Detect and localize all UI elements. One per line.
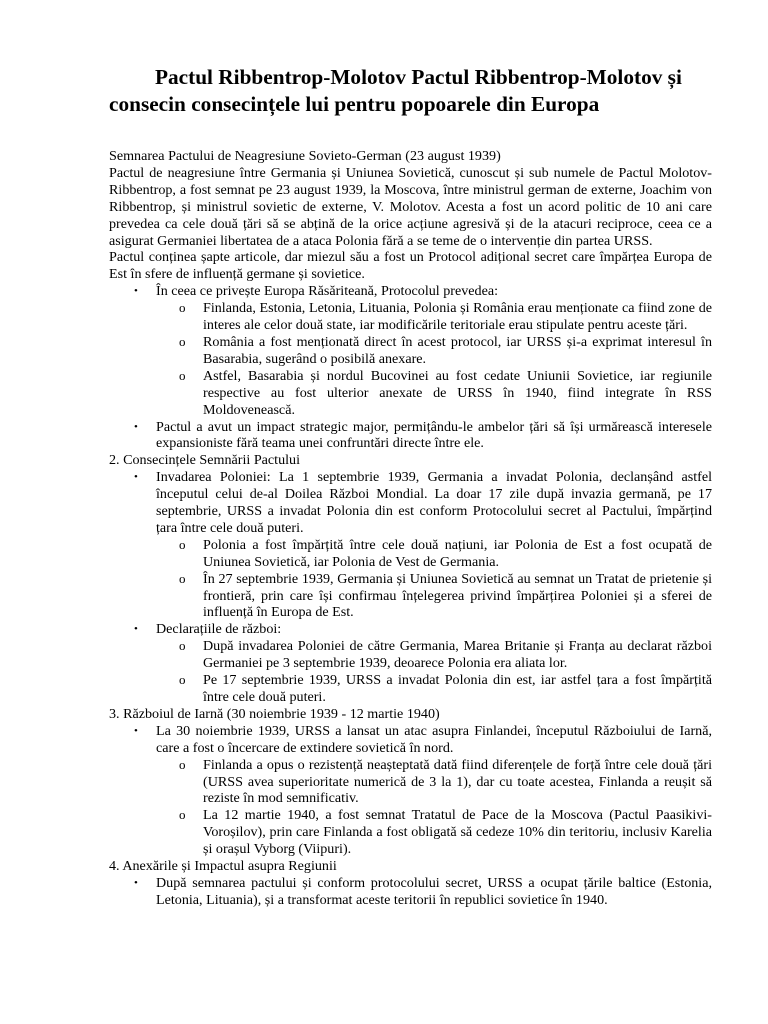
list-item [109, 419, 712, 453]
sub-list-item [156, 368, 712, 419]
sub-marker: o [179, 300, 186, 316]
sub-list [156, 757, 712, 858]
section-heading: 3. Războiul de Iarnă (30 noiembrie 1939 - 12 martie 1940) [109, 705, 440, 722]
sub-list-item-text: România a fost menționată direct în acest protocol, iar URSS și-a exprimat interesul în Basarabia, sugerând o posibilă anexare. [203, 333, 712, 367]
sub-list [156, 300, 712, 418]
bullet-marker: • [134, 420, 138, 433]
sub-list-item-text: Finlanda, Estonia, Letonia, Lituania, Polonia și România erau menționate ca fiind zone de interes ale celor două state, iar modificările teritoriale erau stipulate pentru aceste țări. [203, 300, 712, 334]
sub-list-item-text: Finlanda a opus o rezistență neașteptată dată fiind diferențele de forță între cele două țări (URSS avea superioritate numerică de 3 la 1), dar cu toate acestea, Finlanda a reușit să reziste în mod semnificativ. [203, 756, 712, 807]
sub-list-item [156, 537, 712, 571]
bullet-marker: • [134, 471, 138, 484]
sub-list-item-text: Pe 17 septembrie 1939, URSS a invadat Polonia din est, iar astfel țara a fost împărțită între cele două puteri. [203, 672, 712, 705]
sub-list [156, 638, 712, 706]
list-item-text: Declarațiile de război: [156, 621, 282, 638]
sub-marker: o [179, 570, 186, 586]
section-4 [109, 858, 712, 909]
sub-marker: o [179, 638, 186, 654]
sub-list-item [156, 571, 712, 622]
sub-list-item [156, 300, 712, 334]
paragraph: Pactul de neagresiune între Germania și Uniunea Sovietică, cunoscut și sub numele de Pactul Molotov-Ribbentrop, a fost semnat pe 23 august 1939, la Moscova, între ministrul german de externe, Joachim von Ribbentrop, și ministrul sovietic de externe, V. Molotov. Acesta a fost un acord politic de 10 ani care prevedea ca cele două țări să se abțină de la orice acțiune agresivă și de la atacuri reciproce, ceea ce a asigurat Germaniei libertatea de a ataca Polonia fără a se teme de o intervenție din partea URSS. [109, 164, 712, 249]
sub-list-item-text: La 12 martie 1940, a fost semnat Tratatul de Pace de la Moscova (Pactul Paasikivi-Voroșilov), prin care Finlanda a fost obligată să cedeze 10% din teritoriu, inclusiv Karelia și orașul Vyborg (Viipuri). [203, 807, 712, 858]
sub-list-item [156, 638, 712, 672]
list-item-text: La 30 noiembrie 1939, URSS a lansat un atac asupra Finlandei, începutul Războiului de Iarnă, care a fost o încercare de extindere sovietică în nord. [156, 722, 712, 756]
sub-list-item [156, 672, 712, 706]
list-item [109, 621, 712, 706]
list-item-text: După semnarea pactului și conform protocolului secret, URSS a ocupat țările baltice (Estonia, Letonia, Lituania), și a transformat aceste teritorii în republici sovietice în 1940. [156, 874, 712, 908]
list-item [109, 875, 712, 909]
section-3 [109, 706, 712, 858]
list-item [109, 469, 712, 621]
list-item-text: Pactul a avut un impact strategic major, permițându-le ambelor țări să își urmărească interesele expansioniste fără teama unei confruntări directe între ele. [156, 418, 712, 452]
section-intro [109, 148, 712, 452]
sub-list-item-text: În 27 septembrie 1939, Germania și Uniunea Sovietică au semnat un Tratat de prietenie și frontieră, prin care își confirmau înțelegerea privind împărțirea Poloniei și a sferei de influență în Europa de Est. [203, 570, 712, 621]
bullet-list [109, 875, 712, 909]
bullet-marker: • [134, 724, 138, 737]
bullet-marker: • [134, 623, 138, 636]
list-item [109, 283, 712, 418]
sub-marker: o [179, 807, 186, 823]
sub-list-item-text: După invadarea Poloniei de către Germania, Marea Britanie și Franța au declarat război Germaniei pe 3 septembrie 1939, deoarece Polonia era aliata lor. [203, 638, 712, 672]
bullet-list [109, 723, 712, 858]
sub-list-item-text: Astfel, Basarabia și nordul Bucovinei au fost cedate Uniunii Sovietice, iar regiunile respective au fost ulterior anexate de URSS în 1940, fiind integrate în RSS Moldovenească. [203, 367, 712, 418]
sub-marker: o [179, 756, 186, 772]
sub-list-item [156, 334, 712, 368]
section-heading: 4. Anexările și Impactul asupra Regiunii [109, 858, 337, 875]
bullet-marker: • [134, 876, 138, 889]
sub-list-item [156, 757, 712, 808]
section-heading: Semnarea Pactului de Neagresiune Sovieto-German (23 august 1939) [109, 148, 501, 164]
list-item-text: În ceea ce privește Europa Răsăriteană, Protocolul prevedea: [156, 283, 499, 300]
section-2 [109, 452, 712, 706]
sub-list-item [156, 807, 712, 858]
bullet-list [109, 469, 712, 706]
section-heading: 2. Consecințele Semnării Pactului [109, 452, 301, 469]
document-title: Pactul Ribbentrop-Molotov Pactul Ribbentrop-Molotov și consecin consecințele lui pentru popoarele din Europa [109, 65, 682, 116]
sub-marker: o [179, 672, 186, 688]
sub-marker: o [179, 333, 186, 349]
bullet-list [109, 283, 712, 452]
list-item [109, 723, 712, 858]
sub-list [156, 537, 712, 622]
list-item-text: Invadarea Poloniei: La 1 septembrie 1939, Germania a invadat Polonia, declanșând astfel începutul celui de-al Doilea Război Mondial. La doar 17 zile după invazia germană, pe 17 septembrie, URSS a invadat Polonia din est conform Protocolului secret al Pactului, împărțind țara între cele două puteri. [156, 469, 712, 536]
sub-marker: o [179, 367, 186, 383]
sub-marker: o [179, 536, 186, 552]
bullet-marker: • [134, 285, 138, 298]
paragraph: Pactul conținea șapte articole, dar miezul său a fost un Protocol adițional secret care împărțea Europa de Est în sfere de influență germane și sovietice. [109, 249, 712, 283]
sub-list-item-text: Polonia a fost împărțită între cele două națiuni, iar Polonia de Est a fost ocupată de Uniunea Sovietică, iar Polonia de Vest de Germania. [203, 536, 712, 570]
